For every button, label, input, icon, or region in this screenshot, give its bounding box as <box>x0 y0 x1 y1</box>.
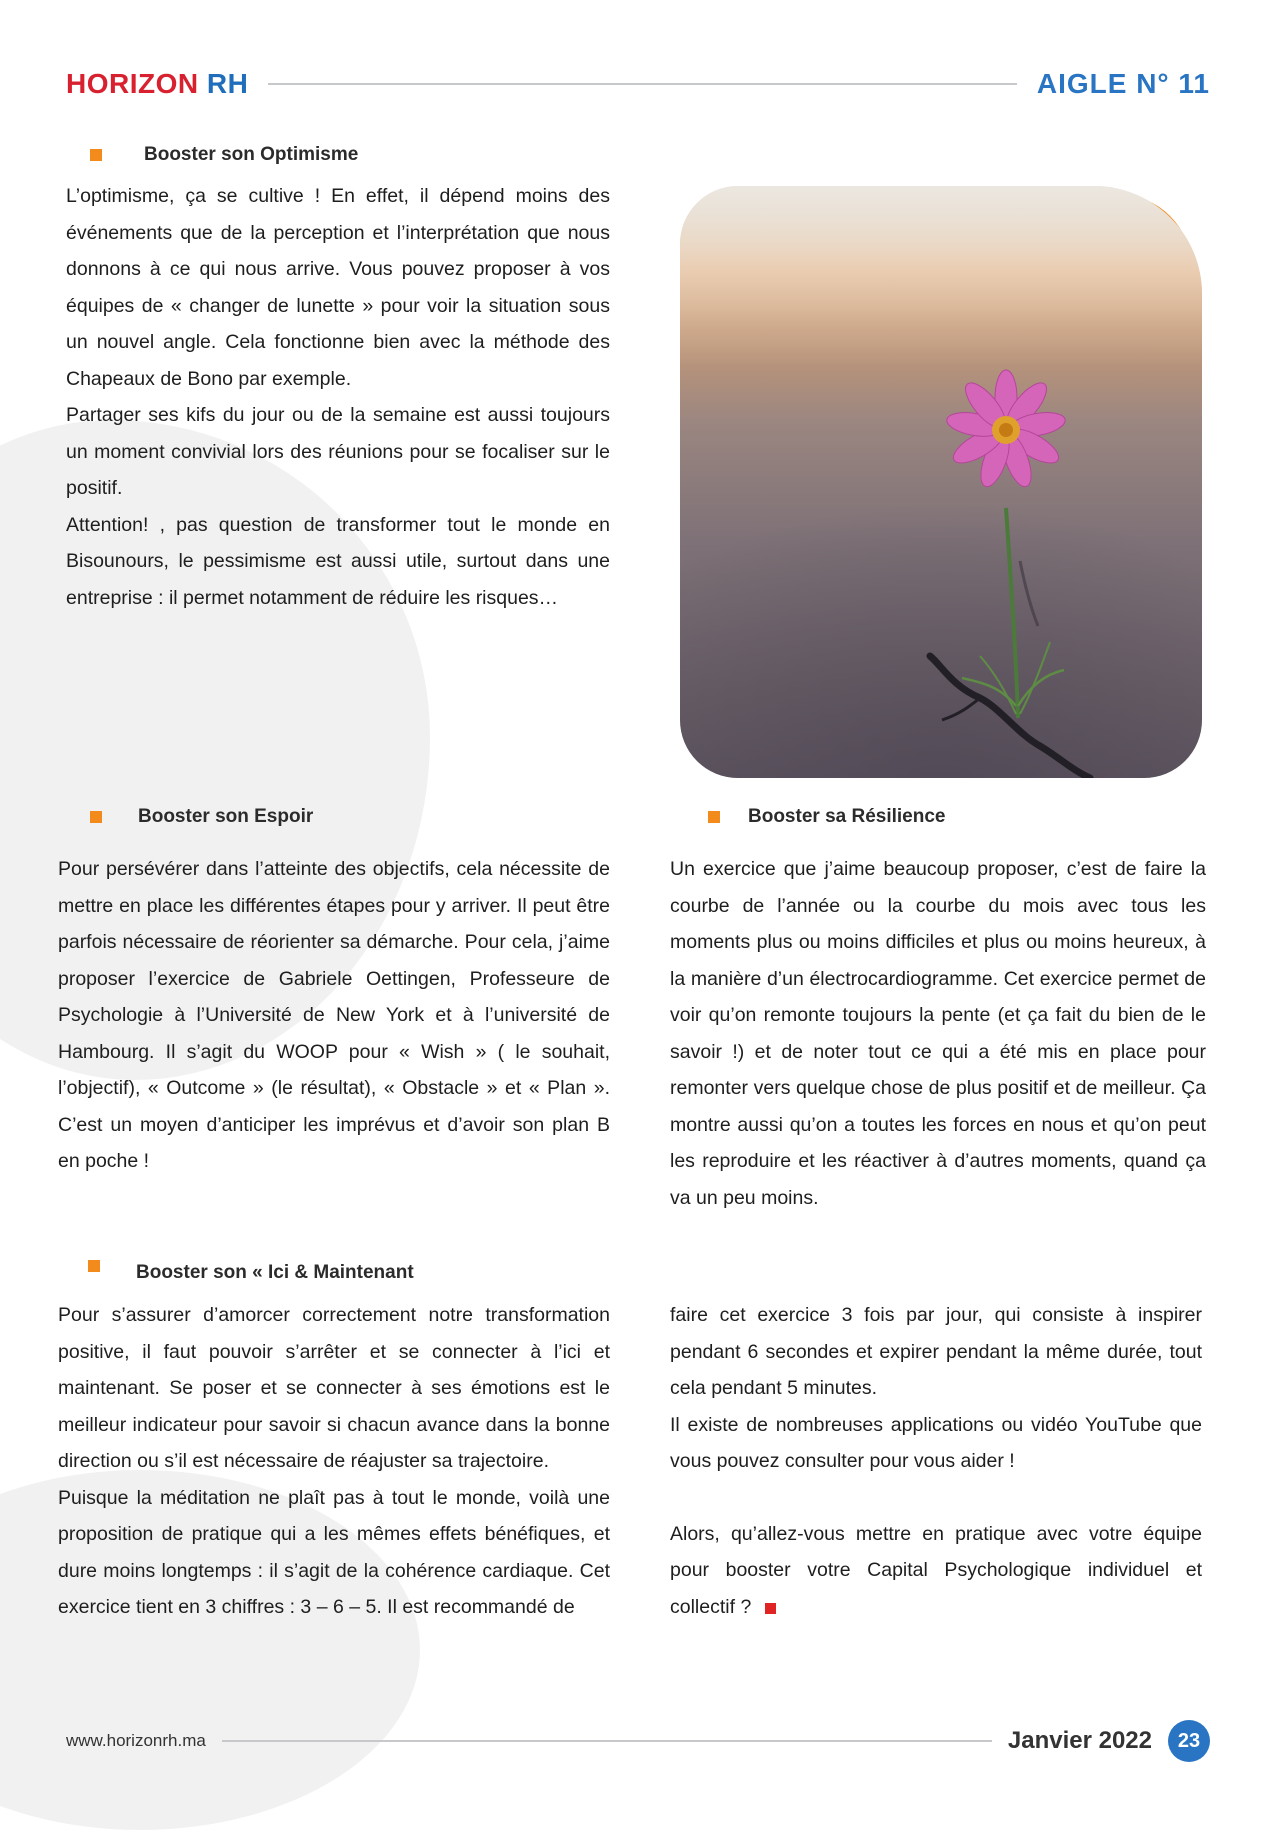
paragraph-ici-right <box>670 1297 1202 1625</box>
issue-date: Janvier 2022 <box>1007 1727 1152 1754</box>
section-title-optimisme <box>90 144 358 166</box>
paragraph-text: Il existe de nombreuses applications ou vidéo YouTube que vous pouvez consulter pour vous aider ! <box>670 1413 1202 1472</box>
paragraph-ici-left <box>58 1297 610 1626</box>
square-bullet-icon <box>88 1260 100 1272</box>
section-title-espoir <box>90 806 313 828</box>
brand-logo-part1: HORIZON <box>66 68 199 99</box>
closing-paragraph <box>670 1516 1202 1626</box>
paragraph-espoir <box>58 851 610 1180</box>
issue-number: AIGLE N° 11 <box>1036 68 1210 99</box>
header-divider <box>268 83 1017 85</box>
section-title-text: Booster son Espoir <box>138 806 314 827</box>
square-bullet-icon <box>90 811 102 823</box>
paragraph-text: faire cet exercice 3 fois par jour, qui consiste à inspirer pendant 6 secondes et expirer pendant la même durée, tout cela pendant 5 minutes. <box>670 1304 1202 1399</box>
section-title-text: Booster son Optimisme <box>144 144 359 165</box>
section-title-text: Booster sa Résilience <box>748 806 946 827</box>
page-footer <box>66 1718 1210 1764</box>
flower-photo <box>680 186 1202 778</box>
footer-divider <box>222 1740 992 1742</box>
section-title-text: Booster son « Ici & Maintenant <box>136 1262 414 1283</box>
pink-flower-icon <box>680 186 1202 778</box>
paragraph-text: Attention! , pas question de transformer tout le monde en Bisounours, le pessimisme est aussi utile, surtout dans une entreprise : il permet notamment de réduire les risques… <box>66 513 610 609</box>
section-title-resilience <box>708 806 945 828</box>
paragraph-resilience <box>670 851 1206 1216</box>
closing-question: Alors, qu’allez-vous mettre en pratique avec votre équipe pour booster votre Capital Psychologique individuel et collectif ? <box>670 1522 1202 1618</box>
paragraph-spacer <box>670 1480 1202 1516</box>
brand-logo-part2: RH <box>206 68 249 99</box>
section-title-ici-maintenant <box>88 1262 414 1284</box>
brand-logo <box>66 68 248 100</box>
square-bullet-icon <box>90 149 102 161</box>
page-header <box>66 62 1210 106</box>
paragraph-text: Partager ses kifs du jour ou de la semaine est aussi toujours un moment convivial lors des réunions pour se focaliser sur le positif. <box>66 404 610 499</box>
square-bullet-icon <box>708 811 720 823</box>
paragraph-text: Un exercice que j’aime beaucoup proposer, c’est de faire la courbe de l’année ou la courbe du mois avec tous les moments plus ou moins difficiles et plus ou moins heureux, à la manière d’un électrocardiogramme. Cet exercice permet de voir qu’on remonte toujours la pente (et ça fait du bien de le savoir !) et de noter tout ce qui a été mis en place pour remonter vers quelque chose de plus positif et de meilleur. Ça montre aussi qu’on a toutes les forces en nous et qu’on peut les reproduire et les réactiver à d’autres moments, quand ça va un peu moins. <box>670 858 1206 1209</box>
paragraph-text: Pour persévérer dans l’atteinte des objectifs, cela nécessite de mettre en place les différentes étapes pour y arriver. Il peut être parfois nécessaire de réorienter sa démarche. Pour cela, j’aime proposer l’exercice de Gabriele Oettingen, Professeure de Psychologie à l’Université de New York et à l’université de Hambourg. Il s’agit du WOOP pour « Wish » ( le souhait, l’objectif), « Outcome » (le résultat), « Obstacle » et « Plan ». C’est un moyen d’anticiper les imprévus et d’avoir son plan B en poche ! <box>58 858 610 1172</box>
paragraph-optimisme <box>66 178 610 616</box>
paragraph-text: Puisque la méditation ne plaît pas à tout le monde, voilà une proposition de pratique qui a les mêmes effets bénéfiques, et dure moins longtemps : il s’agit de la cohérence cardiaque. Cet exercice tient en 3 chiffres : 3 – 6 – 5. Il est recommandé de <box>58 1486 610 1618</box>
paragraph-text: L’optimisme, ça se cultive ! En effet, il dépend moins des événements que de la perception et l’interprétation que nous donnons à ce qui nous arrive. Vous pouvez proposer à vos équipes de « changer de lunette » pour voir la situation sous un nouvel angle. Cela fonctionne bien avec la méthode des Chapeaux de Bono par exemple. <box>66 185 610 390</box>
website-link[interactable]: www.horizonrh.ma <box>66 1731 206 1750</box>
paragraph-text: Pour s’assurer d’amorcer correctement notre transformation positive, il faut pouvoir s’arrêter et se connecter à l’ici et maintenant. Se poser et se connecter à ses émotions est le meilleur indicateur pour savoir si chacun avance dans la bonne direction ou s’il est nécessaire de réajuster sa trajectoire. <box>58 1304 610 1472</box>
photo-frame <box>680 186 1202 778</box>
end-of-article-icon <box>765 1603 776 1614</box>
page-number-badge: 23 <box>1168 1720 1210 1762</box>
